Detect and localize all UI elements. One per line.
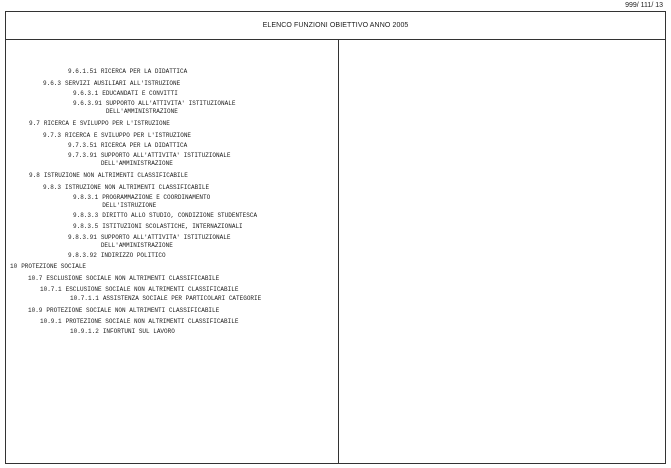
function-description bbox=[106, 100, 236, 116]
description-line: DELL'AMMINISTRAZIONE bbox=[100, 160, 173, 167]
function-description: SERVIZI AUSILIARI ALL'ISTRUZIONE bbox=[65, 80, 181, 87]
function-description: INDIRIZZO POLITICO bbox=[100, 252, 166, 259]
function-description: INFORTUNI SUL LAVORO bbox=[102, 328, 175, 335]
list-item bbox=[43, 132, 191, 140]
list-item bbox=[68, 234, 230, 250]
function-description: ESCLUSIONE SOCIALE NON ALTRIMENTI CLASSIFICABILE bbox=[46, 275, 220, 282]
function-description bbox=[101, 234, 231, 250]
function-code: 10.9.1 bbox=[40, 318, 62, 325]
list-item bbox=[43, 184, 209, 192]
function-code: 10.9.1.2 bbox=[70, 328, 99, 335]
list-item bbox=[70, 328, 175, 336]
description-line: DELL'ISTRUZIONE bbox=[102, 202, 157, 209]
function-code: 9.6.3.1 bbox=[73, 90, 99, 97]
description-line: DELL'AMMINISTRAZIONE bbox=[100, 242, 173, 249]
function-code: 9.8.3.92 bbox=[68, 252, 97, 259]
function-description: PROTEZIONE SOCIALE NON ALTRIMENTI CLASSIFICABILE bbox=[46, 307, 220, 314]
function-code: 9.7.3.51 bbox=[68, 142, 97, 149]
function-code: 10.9 bbox=[28, 307, 43, 314]
column-divider bbox=[338, 40, 339, 463]
description-line: SUPPORTO ALL'ATTIVITA' ISTITUZIONALE bbox=[100, 152, 231, 159]
function-description: RICERCA PER LA DIDATTICA bbox=[100, 142, 188, 149]
function-code: 9.7 bbox=[29, 120, 40, 127]
function-code: 10.7.1 bbox=[40, 286, 62, 293]
function-code: 9.8 bbox=[29, 172, 40, 179]
function-list bbox=[6, 40, 338, 463]
document-frame bbox=[5, 11, 666, 464]
function-description: EDUCANDATI E CONVITTI bbox=[102, 90, 178, 97]
function-description: ASSISTENZA SOCIALE PER PARTICOLARI CATEGORIE bbox=[102, 295, 262, 302]
list-item bbox=[28, 275, 219, 283]
function-description bbox=[101, 152, 231, 168]
list-item bbox=[40, 318, 238, 326]
description-line: DELL'AMMINISTRAZIONE bbox=[105, 108, 178, 115]
function-code: 9.8.3 bbox=[43, 184, 62, 191]
list-item bbox=[68, 142, 187, 150]
list-item bbox=[73, 100, 235, 116]
function-description bbox=[102, 194, 210, 210]
description-line: PROGRAMMAZIONE E COORDINAMENTO bbox=[102, 194, 211, 201]
list-item bbox=[68, 152, 230, 168]
list-item bbox=[73, 90, 178, 98]
list-item bbox=[43, 80, 180, 88]
list-item bbox=[10, 263, 86, 271]
function-description: ISTRUZIONE NON ALTRIMENTI CLASSIFICABILE bbox=[65, 184, 210, 191]
function-code: 10.7 bbox=[28, 275, 43, 282]
function-code: 9.8.3.3 bbox=[73, 212, 99, 219]
function-description: RICERCA E SVILUPPO PER L'ISTRUZIONE bbox=[43, 120, 170, 127]
function-code: 9.8.3.1 bbox=[73, 194, 99, 201]
description-line: SUPPORTO ALL'ATTIVITA' ISTITUZIONALE bbox=[105, 100, 236, 107]
list-item bbox=[73, 212, 257, 220]
list-item bbox=[40, 286, 238, 294]
function-code: 9.6.1.51 bbox=[68, 68, 97, 75]
page-number: 999/ 111/ 13 bbox=[625, 2, 663, 9]
function-code: 10.7.1.1 bbox=[70, 295, 99, 302]
function-code: 9.6.3 bbox=[43, 80, 62, 87]
function-description: PROTEZIONE SOCIALE bbox=[21, 263, 87, 270]
function-code: 9.7.3 bbox=[43, 132, 62, 139]
function-description: RICERCA PER LA DIDATTICA bbox=[100, 68, 188, 75]
list-item bbox=[28, 307, 219, 315]
list-item bbox=[29, 120, 170, 128]
list-item bbox=[70, 295, 261, 303]
description-line: SUPPORTO ALL'ATTIVITA' ISTITUZIONALE bbox=[100, 234, 231, 241]
function-description: DIRITTO ALLO STUDIO, CONDIZIONE STUDENTESCA bbox=[102, 212, 258, 219]
list-item bbox=[68, 252, 166, 260]
header-bar bbox=[6, 12, 665, 40]
page-title: ELENCO FUNZIONI OBIETTIVO ANNO 2005 bbox=[262, 22, 409, 29]
function-code: 9.7.3.91 bbox=[68, 152, 97, 159]
list-item bbox=[68, 68, 187, 76]
function-code: 9.6.3.91 bbox=[73, 100, 102, 107]
function-description: PROTEZIONE SOCIALE NON ALTRIMENTI CLASSIFICABILE bbox=[65, 318, 239, 325]
list-item bbox=[73, 223, 243, 231]
function-code: 9.8.3.91 bbox=[68, 234, 97, 241]
function-code: 9.8.3.5 bbox=[73, 223, 99, 230]
function-description: RICERCA E SVILUPPO PER L'ISTRUZIONE bbox=[65, 132, 192, 139]
function-code: 10 bbox=[10, 263, 18, 270]
function-description: ESCLUSIONE SOCIALE NON ALTRIMENTI CLASSIFICABILE bbox=[65, 286, 239, 293]
list-item bbox=[29, 172, 188, 180]
function-description: ISTITUZIONI SCOLASTICHE, INTERNAZIONALI bbox=[102, 223, 243, 230]
function-description: ISTRUZIONE NON ALTRIMENTI CLASSIFICABILE bbox=[43, 172, 188, 179]
list-item bbox=[73, 194, 210, 210]
